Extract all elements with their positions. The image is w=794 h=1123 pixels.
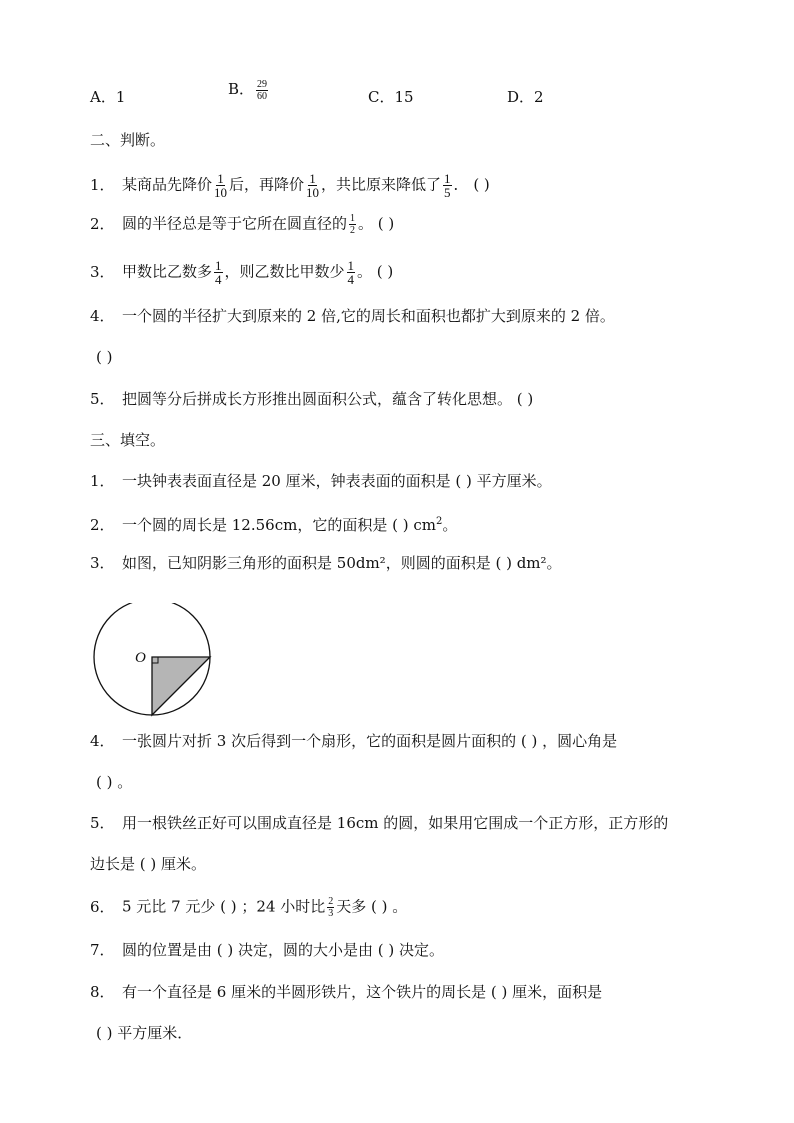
question-number: 7． <box>90 941 115 959</box>
question-number: 6． <box>90 897 115 916</box>
fill-question-7: 7． 圆的位置是由 ( ) 决定，圆的大小是由 ( ) 决定。 <box>90 941 445 959</box>
judge-question-4: 4． 一个圆的半径扩大到原来的 2 倍,它的周长和面积也都扩大到原来的 2 倍。 <box>90 307 615 325</box>
fill-question-4-continued: ( ) 。 <box>96 773 133 791</box>
judge-question-3: 3． 甲数比乙数多 $\frac{1}{4}$ ，则乙数比甲数少 $\frac{1}{4}$ 。 ( ) <box>90 258 394 287</box>
fill-question-8-continued: ( ) 平方厘米． <box>96 1024 193 1042</box>
question-number: 5． <box>90 814 115 832</box>
question-number: 5． <box>90 390 115 408</box>
fraction: $\frac{1}{4}$ <box>347 258 355 287</box>
fraction: $\frac{1}{2}$ <box>350 213 356 236</box>
option-d: D．2 <box>507 88 544 106</box>
section-3-title: 三、填空。 <box>90 431 166 449</box>
fill-question-5: 5． 用一根铁丝正好可以围成直径是 16cm 的圆，如果用它围成一个正方形，正方形的 <box>90 814 669 832</box>
option-b <box>228 78 270 102</box>
question-number: 1． <box>90 472 115 490</box>
fraction: $\frac{1}{10}$ <box>306 171 320 200</box>
judge-question-2: 2． 圆的半径总是等于它所在圆直径的 $\frac{1}{2}$ 。 ( ) <box>90 213 395 236</box>
fraction: $\frac{1}{5}$ <box>444 171 451 200</box>
option-a: A．1 <box>90 88 126 106</box>
fill-question-4: 4． 一张圆片对折 3 次后得到一个扇形，它的面积是圆片面积的 ( ) ，圆心角是 <box>90 732 618 750</box>
question-number: 4． <box>90 307 115 325</box>
question-number: 3． <box>90 262 115 281</box>
question-number: 2． <box>90 516 115 534</box>
fill-question-3: 3． 如图，已知阴影三角形的面积是 50dm²，则圆的面积是 ( ) dm²。 <box>90 554 562 572</box>
circle-figure <box>90 603 224 719</box>
option-c: C．15 <box>368 88 414 106</box>
section-2-title: 二、判断。 <box>90 131 166 149</box>
question-number: 8． <box>90 983 115 1001</box>
question-number: 3． <box>90 554 115 572</box>
center-label-o: O <box>135 650 146 666</box>
fraction: $\frac{2}{3}$ <box>328 896 334 919</box>
fill-question-1: 1． 一块钟表表面直径是 20 厘米，钟表表面的面积是 ( ) 平方厘米。 <box>90 472 552 490</box>
option-b-prefix: B． <box>228 80 255 98</box>
option-b-fraction: $\frac{29}{60}$ <box>257 78 268 102</box>
fill-question-2: 2． 一个圆的周长是 12.56cm，它的面积是 ( ) $cm^2$。 <box>90 516 458 534</box>
shaded-triangle <box>152 657 210 715</box>
judge-question-5: 5． 把圆等分后拼成长方形推出圆面积公式，蕴含了转化思想。 ( ) <box>90 390 534 408</box>
fraction: $\frac{1}{10}$ <box>214 171 228 200</box>
judge-question-1: 1． 某商品先降价 $\frac{1}{10}$ 后，再降价 $\frac{1}{10}$ ，共比原来降低了 $\frac{1}{5}$ ． ( ) <box>90 171 490 200</box>
question-number: 4． <box>90 732 115 750</box>
fill-question-6: 6． 5 元比 7 元少 ( ) ；24 小时比 $\frac{2}{3}$ 天多 ( ) 。 <box>90 896 408 919</box>
fill-question-5-continued: 边长是 ( ) 厘米。 <box>90 855 207 873</box>
fraction: $\frac{1}{4}$ <box>215 258 222 287</box>
question-number: 1． <box>90 175 115 194</box>
question-number: 2． <box>90 214 115 233</box>
judge-question-4-answer-blank[interactable]: ( ) <box>96 348 113 366</box>
fill-question-8: 8． 有一个直径是 6 厘米的半圆形铁片，这个铁片的周长是 ( ) 厘米，面积是 <box>90 983 603 1001</box>
